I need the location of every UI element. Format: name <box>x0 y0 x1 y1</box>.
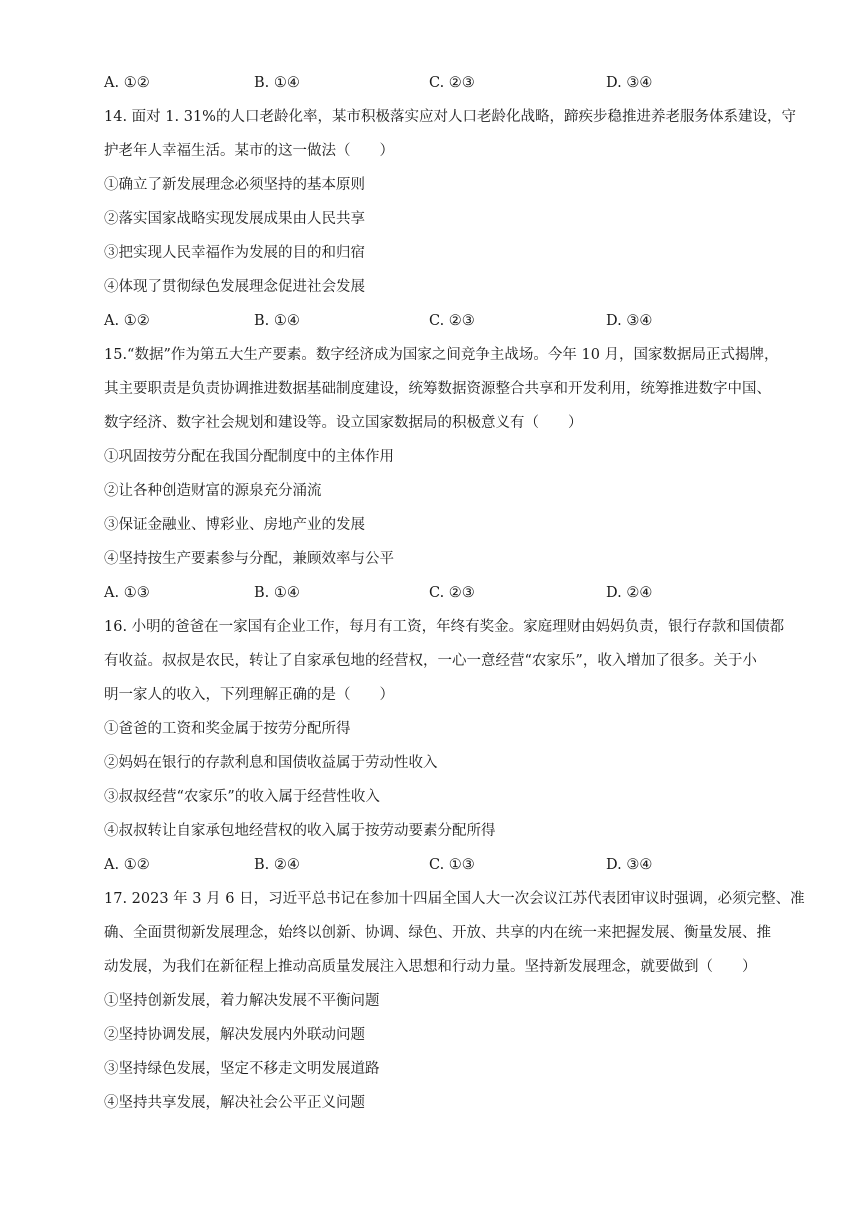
q16-item-1: ①爸爸的工资和奖金属于按劳分配所得 <box>104 721 351 737</box>
q15-item-1: ①巩固按劳分配在我国分配制度中的主体作用 <box>104 449 394 465</box>
q17-stem-line-1: 17. 2023 年 3 月 6 日，习近平总书记在参加十四届全国人大一次会议江苏代表团审议时强调，必须完整、准 <box>104 891 805 907</box>
q13-option-a[interactable]: A. ①② <box>104 75 150 91</box>
q16-stem-line-2: 有收益。叔叔是农民，转让了自家承包地的经营权，一心一意经营“农家乐”，收入增加了很多。关于小 <box>104 653 757 669</box>
q14-options <box>104 311 764 331</box>
q16-item-4: ④叔叔转让自家承包地经营权的收入属于按劳动要素分配所得 <box>104 823 496 839</box>
q15-option-b[interactable]: B. ①④ <box>254 585 300 601</box>
q13-options <box>104 73 764 93</box>
q16-stem-line-3: 明一家人的收入，下列理解正确的是（ ） <box>104 687 394 703</box>
q17-stem-line-3: 动发展，为我们在新征程上推动高质量发展注入思想和行动力量。坚持新发展理念，就要做到（ ） <box>104 959 757 975</box>
q15-item-2: ②让各种创造财富的源泉充分涌流 <box>104 483 322 499</box>
q14-option-a[interactable]: A. ①② <box>104 313 150 329</box>
q14-item-3: ③把实现人民幸福作为发展的目的和归宿 <box>104 245 365 261</box>
q15-options <box>104 583 764 603</box>
q16-item-2: ②妈妈在银行的存款利息和国债收益属于劳动性收入 <box>104 755 438 771</box>
q16-option-c[interactable]: C. ①③ <box>429 857 475 873</box>
q16-options <box>104 855 764 875</box>
q13-option-c[interactable]: C. ②③ <box>429 75 475 91</box>
q15-stem-line-1: 15.“数据”作为第五大生产要素。数字经济成为国家之间竞争主战场。今年 10 月，国家数据局正式揭牌， <box>104 347 779 363</box>
q15-stem-line-2: 其主要职责是负责协调推进数据基础制度建设，统筹数据资源整合共享和开发利用，统筹推进数字中国、 <box>104 381 771 397</box>
q14-stem-line-2: 护老年人幸福生活。某市的这一做法（ ） <box>104 143 394 159</box>
q16-stem-line-1: 16. 小明的爸爸在一家国有企业工作，每月有工资，年终有奖金。家庭理财由妈妈负责，银行存款和国债都 <box>104 619 785 635</box>
q15-option-d[interactable]: D. ②④ <box>606 585 653 601</box>
q14-item-2: ②落实国家战略实现发展成果由人民共享 <box>104 211 365 227</box>
q14-item-4: ④体现了贯彻绿色发展理念促进社会发展 <box>104 279 365 295</box>
q15-option-a[interactable]: A. ①③ <box>104 585 150 601</box>
q14-option-b[interactable]: B. ①④ <box>254 313 300 329</box>
q17-item-4: ④坚持共享发展，解决社会公平正义问题 <box>104 1095 365 1111</box>
q17-item-1: ①坚持创新发展，着力解决发展不平衡问题 <box>104 993 380 1009</box>
q13-option-d[interactable]: D. ③④ <box>606 75 653 91</box>
q15-item-3: ③保证金融业、博彩业、房地产业的发展 <box>104 517 365 533</box>
q15-option-c[interactable]: C. ②③ <box>429 585 475 601</box>
q14-stem-line-1: 14. 面对 1. 31%的人口老龄化率，某市积极落实应对人口老龄化战略，蹄疾步稳推进养老服务体系建设，守 <box>104 109 796 125</box>
q16-item-3: ③叔叔经营“农家乐”的收入属于经营性收入 <box>104 789 380 805</box>
q15-item-4: ④坚持按生产要素参与分配，兼顾效率与公平 <box>104 551 394 567</box>
q16-option-b[interactable]: B. ②④ <box>254 857 300 873</box>
q14-item-1: ①确立了新发展理念必须坚持的基本原则 <box>104 177 365 193</box>
q17-item-3: ③坚持绿色发展，坚定不移走文明发展道路 <box>104 1061 380 1077</box>
q16-option-d[interactable]: D. ③④ <box>606 857 653 873</box>
q14-option-d[interactable]: D. ③④ <box>606 313 653 329</box>
q14-option-c[interactable]: C. ②③ <box>429 313 475 329</box>
q15-stem-line-3: 数字经济、数字社会规划和建设等。设立国家数据局的积极意义有（ ） <box>104 415 583 431</box>
q17-item-2: ②坚持协调发展，解决发展内外联动问题 <box>104 1027 365 1043</box>
q13-option-b[interactable]: B. ①④ <box>254 75 300 91</box>
q17-stem-line-2: 确、全面贯彻新发展理念，始终以创新、协调、绿色、开放、共享的内在统一来把握发展、衡量发展、推 <box>104 925 771 941</box>
q16-option-a[interactable]: A. ①② <box>104 857 150 873</box>
